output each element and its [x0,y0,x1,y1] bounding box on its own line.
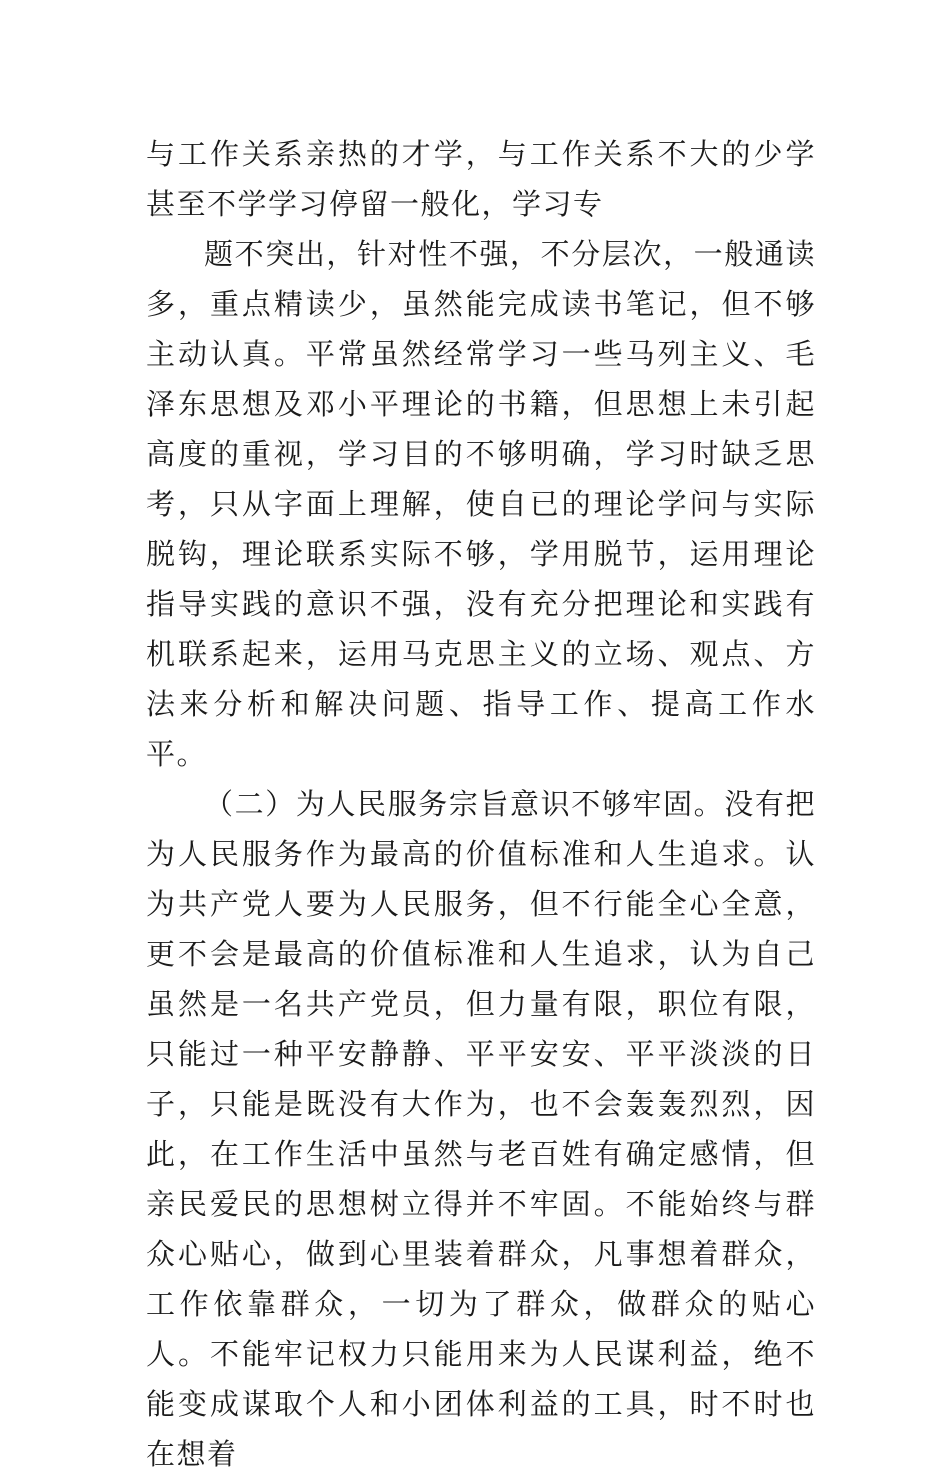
paragraph-study-issues: 题不突出，针对性不强，不分层次，一般通读多，重点精读少，虽然能完成读书笔记，但不够主动认真。平常虽然经常学习一些马列主义、毛泽东思想及邓小平理论的书籍，但思想上未引起高度的重视，学习目的不够明确，学习时缺乏思考，只从字面上理解，使自已的理论学问与实际脱钩，理论联系实际不够，学用脱节，运用理论指导实践的意识不强，没有充分把理论和实践有机联系起来，运用马克思主义的立场、观点、方法来分析和解决问题、指导工作、提高工作水平。 [146,237,816,771]
paragraph-service-awareness: （二）为人民服务宗旨意识不够牢固。没有把为人民服务作为最高的价值标准和人生追求。认为共产党人要为人民服务，但不行能全心全意，更不会是最高的价值标准和人生追求，认为自己虽然是一名共产党员，但力量有限，职位有限，只能过一种平安静静、平平安安、平平淡淡的日子，只能是既没有大作为，也不会轰轰烈烈，因此，在工作生活中虽然与老百姓有确定感情，但亲民爱民的思想树立得并不牢固。不能始终与群众心贴心，做到心里装着群众，凡事想着群众，工作依靠群众，一切为了群众，做群众的贴心人。不能牢记权力只能用来为人民谋利益，绝不能变成谋取个人和小团体利益的工具，时不时也在想着 [146,787,816,1471]
document-body [146,129,816,1479]
paragraph-continuation: 与工作关系亲热的才学，与工作关系不大的少学甚至不学学习停留一般化，学习专 [146,137,816,221]
